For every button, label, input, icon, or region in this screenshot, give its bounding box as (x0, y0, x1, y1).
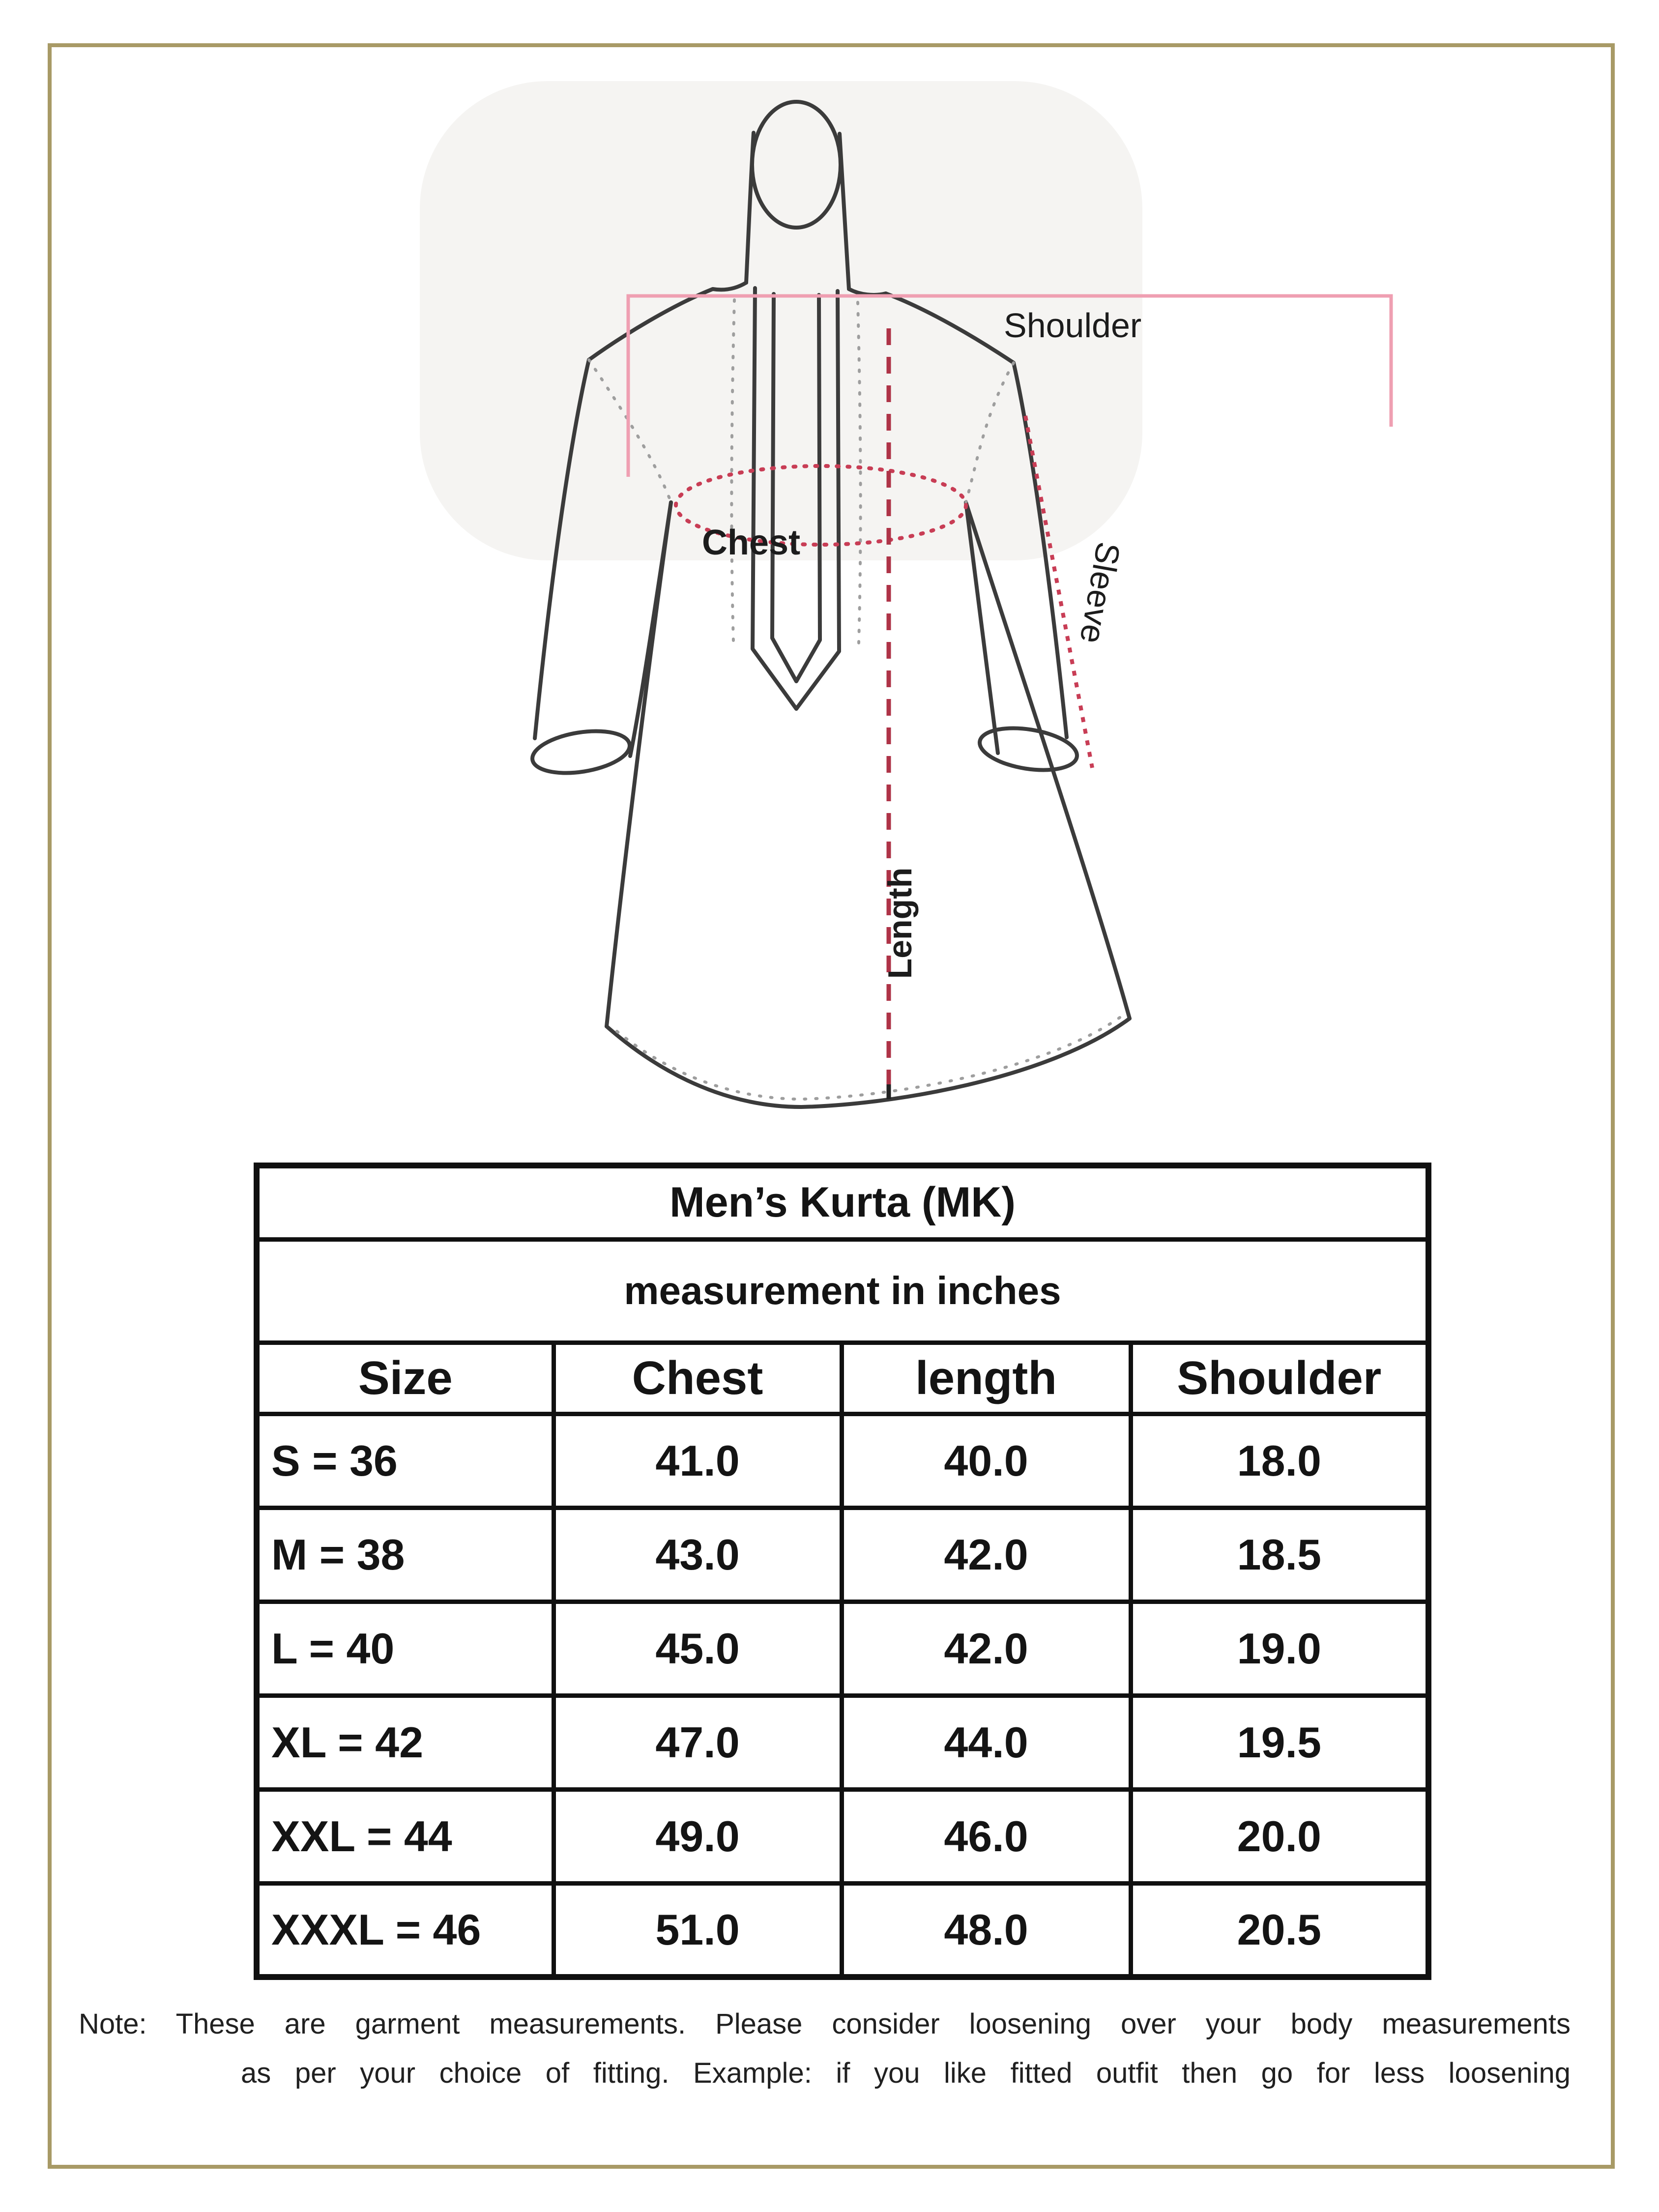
cell-length: 42.0 (842, 1601, 1131, 1695)
cell-chest: 45.0 (553, 1601, 842, 1695)
cuff-left (529, 725, 633, 779)
cell-shoulder: 20.5 (1131, 1883, 1428, 1977)
table-subtitle: measurement in inches (257, 1239, 1428, 1342)
note-line-2: as per your choice of fitting. Example: if you like fitted outfit then go for less loosening (241, 2057, 1571, 2089)
sleeve-label: Sleeve (1073, 539, 1128, 646)
table-title: Men’s Kurta (MK) (257, 1165, 1428, 1239)
cell-chest: 41.0 (553, 1414, 842, 1508)
kurta-diagram (408, 69, 1440, 1131)
table-row (257, 1601, 1428, 1695)
sleeve-left-outer (535, 360, 589, 738)
neck-opening (752, 102, 841, 228)
cell-size: XL = 42 (257, 1695, 553, 1789)
cell-size: M = 38 (257, 1508, 553, 1601)
note-line-1: Note: These are garment measurements. Please consider loosening over your body measurements (79, 2008, 1571, 2040)
cell-shoulder: 20.0 (1131, 1789, 1428, 1883)
note-text (79, 2000, 1571, 2098)
shoulder-right (886, 293, 1014, 363)
cell-size: XXL = 44 (257, 1789, 553, 1883)
chest-label: Chest (702, 523, 801, 562)
table-row (257, 1883, 1428, 1977)
col-header-chest: Chest (553, 1342, 842, 1414)
col-header-shoulder: Shoulder (1131, 1342, 1428, 1414)
cell-size: L = 40 (257, 1601, 553, 1695)
placket-inner (772, 294, 820, 681)
table-title-row (257, 1165, 1428, 1239)
table-row (257, 1789, 1428, 1883)
collar-base-right (849, 289, 886, 295)
armhole-right-seam (966, 363, 1014, 502)
cell-shoulder: 18.5 (1131, 1508, 1428, 1601)
col-header-length: length (842, 1342, 1131, 1414)
cell-length: 48.0 (842, 1883, 1131, 1977)
cell-length: 40.0 (842, 1414, 1131, 1508)
col-header-size: Size (257, 1342, 553, 1414)
hem-curve (607, 1019, 1130, 1107)
cell-chest: 43.0 (553, 1508, 842, 1601)
table-row (257, 1414, 1428, 1508)
table-subtitle-row (257, 1239, 1428, 1342)
sleeve-right-outer (1014, 363, 1067, 737)
cell-length: 46.0 (842, 1789, 1131, 1883)
size-table (254, 1163, 1431, 1980)
cell-chest: 49.0 (553, 1789, 842, 1883)
kurta-outline (529, 102, 1130, 1107)
seam-stitches (589, 300, 1120, 1099)
cell-shoulder: 19.0 (1131, 1601, 1428, 1695)
cell-chest: 47.0 (553, 1695, 842, 1789)
collar-right (840, 134, 849, 289)
table-row (257, 1695, 1428, 1789)
table-row (257, 1508, 1428, 1601)
cell-size: S = 36 (257, 1414, 553, 1508)
collar-base-left (713, 283, 746, 290)
placket-outer (753, 288, 839, 709)
placket-left-seam (731, 300, 734, 641)
cell-shoulder: 19.5 (1131, 1695, 1428, 1789)
shoulder-left (589, 289, 713, 360)
sleeve-right-inner (966, 502, 998, 753)
cell-size: XXXL = 46 (257, 1883, 553, 1977)
cell-chest: 51.0 (553, 1883, 842, 1977)
body-left-seam (607, 502, 671, 1026)
table-header-row (257, 1342, 1428, 1414)
hem-stitch (617, 1018, 1120, 1099)
cell-length: 44.0 (842, 1695, 1131, 1789)
cell-length: 42.0 (842, 1508, 1131, 1601)
length-label: Length (881, 867, 919, 979)
collar-left (746, 133, 754, 283)
cell-shoulder: 18.0 (1131, 1414, 1428, 1508)
placket-right-seam (858, 302, 861, 643)
shoulder-label: Shoulder (1004, 306, 1142, 345)
